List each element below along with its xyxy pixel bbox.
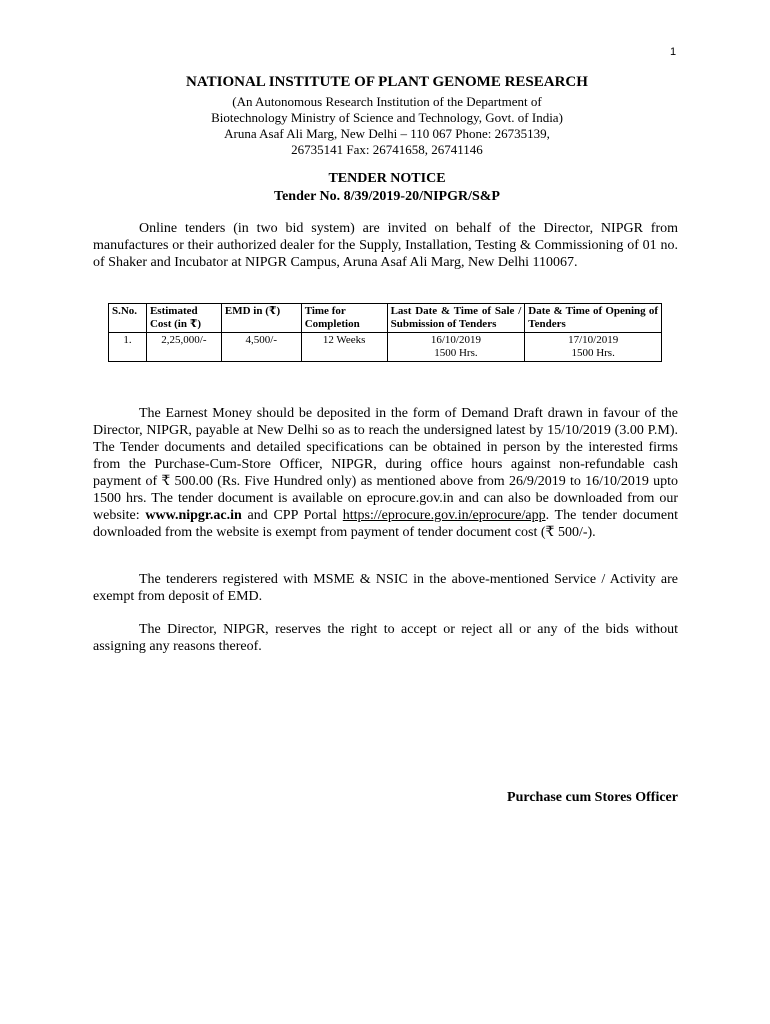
column-header: Date & Time of Opening of Tenders — [525, 304, 662, 333]
rights-paragraph — [93, 621, 678, 655]
rights-text: The Director, NIPGR, reserves the right to accept or reject all or any of the bids without assigning any reasons thereof. — [93, 622, 678, 654]
header-line: Biotechnology Ministry of Science and Technology, Govt. of India) — [211, 110, 563, 125]
column-header: Estimated Cost (in ₹) — [146, 304, 221, 333]
cell-emd: 4,500/- — [221, 333, 301, 362]
tender-table — [108, 303, 662, 362]
header-line: (An Autonomous Research Institution of the Department of — [232, 94, 542, 109]
emd-text-part3: . The tender document downloaded from the website is exempt from payment of tender document cost (₹ 500/-). — [93, 508, 679, 540]
cell-opening-date — [525, 333, 662, 362]
organization-name: NATIONAL INSTITUTE OF PLANT GENOME RESEARCH — [186, 74, 588, 90]
notice-title: TENDER NOTICE — [328, 171, 446, 186]
column-header: Time for Completion — [301, 304, 387, 333]
msme-text: The tenderers registered with MSME & NSIC in the above-mentioned Service / Activity are exempt from deposit of EMD. — [93, 572, 678, 604]
cpp-portal-link[interactable]: https://eprocure.gov.in/eprocure/app — [342, 508, 546, 523]
column-header: S.No. — [109, 304, 147, 333]
intro-text: Online tenders (in two bid system) are invited on behalf of the Director, NIPGR from manufactures or their authorized dealer for the Supply, Installation, Testing & Commissioning of 01 no. of Shaker and Incubator at NIPGR Campus, Aruna Asaf Ali Marg, New Delhi 110067. — [93, 221, 678, 270]
emd-text-part1: The Earnest Money should be deposited in the form of Demand Draft drawn in favour of the Director, NIPGR, payable at New Delhi so as to reach the undersigned latest by 15/10/2019 (3.00 P.M). The Tender documents and detailed specifications can be obtained in person by the interested firms from the Purchase-Cum-Store Officer, NIPGR, during office hours against non-refundable cash payment of ₹ 500.00 (Rs. Five Hundred only) as mentioned above from 26/9/2019 to 16/10/2019 upto 1500 hrs. The tender document is available on eprocure.gov.in and can also be downloaded from our website: — [93, 406, 678, 523]
opening-time: 1500 Hrs. — [571, 347, 615, 359]
emd-paragraph — [93, 405, 678, 541]
cell-time: 12 Weeks — [301, 333, 387, 362]
tender-number: Tender No. 8/39/2019-20/NIPGR/S&P — [274, 189, 500, 204]
page-number: 1 — [670, 46, 677, 58]
opening-date: 17/10/2019 — [568, 334, 619, 346]
cell-sno: 1. — [109, 333, 147, 362]
header-line: 26735141 Fax: 26741658, 26741146 — [291, 142, 483, 157]
cell-cost: 2,25,000/- — [146, 333, 221, 362]
intro-paragraph — [93, 220, 678, 271]
column-header: EMD in (₹) — [221, 304, 301, 333]
msme-paragraph — [93, 571, 678, 605]
table-header-row — [109, 304, 662, 333]
emd-text-part2: and CPP Portal — [241, 508, 343, 523]
notice-heading — [92, 170, 682, 206]
table-row — [109, 333, 662, 362]
cell-last-date — [387, 333, 525, 362]
last-date: 16/10/2019 — [430, 334, 481, 346]
letterhead — [92, 74, 682, 158]
signature-title: Purchase cum Stores Officer — [507, 790, 678, 805]
header-line: Aruna Asaf Ali Marg, New Delhi – 110 067 Phone: 26735139, — [224, 126, 550, 141]
website-link[interactable]: www.nipgr.ac.in — [145, 508, 242, 523]
column-header: Last Date & Time of Sale / Submission of Tenders — [387, 304, 525, 333]
last-time: 1500 Hrs. — [434, 347, 478, 359]
